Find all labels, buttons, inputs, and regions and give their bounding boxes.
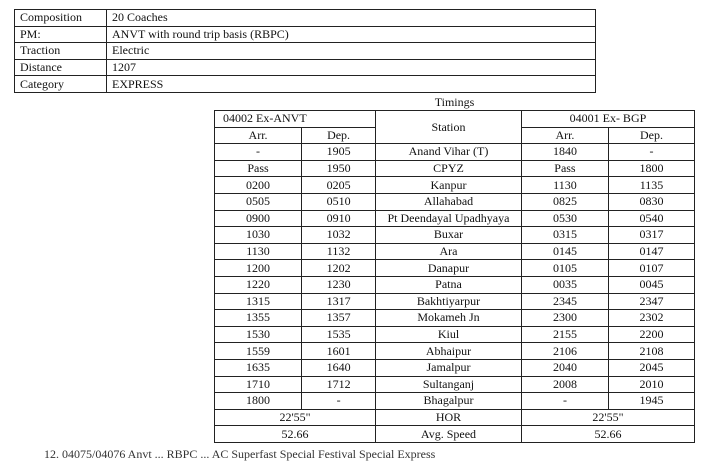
avg-speed-label: Avg. Speed bbox=[376, 426, 522, 443]
timing-row bbox=[215, 343, 695, 360]
info-label: Composition bbox=[15, 10, 107, 27]
station-name: Sultanganj bbox=[376, 376, 522, 393]
timing-row bbox=[215, 227, 695, 244]
right-departure: 2347 bbox=[608, 293, 694, 310]
left-arrival: 0900 bbox=[215, 210, 302, 227]
right-dep-header: Dep. bbox=[608, 127, 694, 144]
left-arrival: 1200 bbox=[215, 260, 302, 277]
left-arrival: 0200 bbox=[215, 177, 302, 194]
timings-summary bbox=[215, 409, 695, 442]
left-departure: 1357 bbox=[302, 310, 376, 327]
station-name: Kanpur bbox=[376, 177, 522, 194]
station-name: Pt Deendayal Upadhyaya bbox=[376, 210, 522, 227]
station-header: Station bbox=[376, 111, 522, 144]
info-value: 1207 bbox=[107, 59, 596, 76]
right-arrival: 0825 bbox=[521, 193, 608, 210]
left-arrival: 1635 bbox=[215, 359, 302, 376]
left-departure: 1905 bbox=[302, 144, 376, 161]
right-departure: 2302 bbox=[608, 310, 694, 327]
left-train-header: 04002 Ex-ANVT bbox=[215, 111, 376, 128]
station-name: Jamalpur bbox=[376, 359, 522, 376]
station-name: Allahabad bbox=[376, 193, 522, 210]
left-arrival: 1315 bbox=[215, 293, 302, 310]
right-arrival: 2155 bbox=[521, 326, 608, 343]
right-arr-header: Arr. bbox=[521, 127, 608, 144]
timing-row bbox=[215, 376, 695, 393]
left-departure: 1950 bbox=[302, 160, 376, 177]
right-arrival: 0105 bbox=[521, 260, 608, 277]
right-arrival: 0035 bbox=[521, 276, 608, 293]
left-departure: 0910 bbox=[302, 210, 376, 227]
next-section-cutoff-text: 12. 04075/04076 Anvt ... RBPC ... AC Superfast Special Festival Special Express bbox=[44, 447, 436, 461]
left-arrival: 1030 bbox=[215, 227, 302, 244]
station-name: Ara bbox=[376, 243, 522, 260]
timing-row bbox=[215, 160, 695, 177]
avg-speed-left: 52.66 bbox=[215, 426, 376, 443]
timing-row bbox=[215, 193, 695, 210]
timing-row bbox=[215, 144, 695, 161]
right-arrival: Pass bbox=[521, 160, 608, 177]
hor-label: HOR bbox=[376, 409, 522, 426]
station-name: Anand Vihar (T) bbox=[376, 144, 522, 161]
hor-right: 22'55" bbox=[521, 409, 694, 426]
left-arrival: 1355 bbox=[215, 310, 302, 327]
left-arrival: - bbox=[215, 144, 302, 161]
avg-speed-row bbox=[215, 426, 695, 443]
left-arrival: 1800 bbox=[215, 393, 302, 410]
right-departure: - bbox=[608, 144, 694, 161]
left-departure: 1132 bbox=[302, 243, 376, 260]
left-departure: 1202 bbox=[302, 260, 376, 277]
timing-row bbox=[215, 359, 695, 376]
right-arrival: 0530 bbox=[521, 210, 608, 227]
info-label: Distance bbox=[15, 59, 107, 76]
station-name: Kiul bbox=[376, 326, 522, 343]
right-arrival: 1130 bbox=[521, 177, 608, 194]
station-name: Danapur bbox=[376, 260, 522, 277]
left-arrival: 1220 bbox=[215, 276, 302, 293]
timings-header bbox=[215, 111, 695, 144]
right-departure: 0540 bbox=[608, 210, 694, 227]
station-name: Abhaipur bbox=[376, 343, 522, 360]
hor-left: 22'55" bbox=[215, 409, 376, 426]
right-departure: 1135 bbox=[608, 177, 694, 194]
info-value: 20 Coaches bbox=[107, 10, 596, 27]
timing-row bbox=[215, 310, 695, 327]
right-arrival: 0315 bbox=[521, 227, 608, 244]
avg-speed-right: 52.66 bbox=[521, 426, 694, 443]
station-name: Buxar bbox=[376, 227, 522, 244]
right-arrival: 2008 bbox=[521, 376, 608, 393]
train-info-body bbox=[15, 10, 596, 93]
info-row bbox=[15, 10, 596, 27]
info-label: Category bbox=[15, 76, 107, 93]
left-arrival: 0505 bbox=[215, 193, 302, 210]
timing-row bbox=[215, 293, 695, 310]
left-arrival: 1710 bbox=[215, 376, 302, 393]
left-arrival: Pass bbox=[215, 160, 302, 177]
station-name: CPYZ bbox=[376, 160, 522, 177]
timing-row bbox=[215, 177, 695, 194]
timing-row bbox=[215, 260, 695, 277]
train-info-table bbox=[14, 9, 596, 93]
left-arrival: 1130 bbox=[215, 243, 302, 260]
right-departure: 2200 bbox=[608, 326, 694, 343]
left-departure: - bbox=[302, 393, 376, 410]
info-row bbox=[15, 59, 596, 76]
right-departure: 0147 bbox=[608, 243, 694, 260]
left-departure: 1535 bbox=[302, 326, 376, 343]
info-row bbox=[15, 26, 596, 43]
left-arrival: 1559 bbox=[215, 343, 302, 360]
info-row bbox=[15, 43, 596, 60]
left-departure: 1712 bbox=[302, 376, 376, 393]
right-departure: 1800 bbox=[608, 160, 694, 177]
right-departure: 2108 bbox=[608, 343, 694, 360]
right-arrival: 2300 bbox=[521, 310, 608, 327]
left-departure: 1032 bbox=[302, 227, 376, 244]
right-departure: 2010 bbox=[608, 376, 694, 393]
info-value: Electric bbox=[107, 43, 596, 60]
right-departure: 0317 bbox=[608, 227, 694, 244]
timings-table bbox=[214, 110, 695, 443]
station-name: Mokameh Jn bbox=[376, 310, 522, 327]
left-arr-header: Arr. bbox=[215, 127, 302, 144]
info-label: PM: bbox=[15, 26, 107, 43]
right-departure: 0830 bbox=[608, 193, 694, 210]
right-departure: 1945 bbox=[608, 393, 694, 410]
right-arrival: - bbox=[521, 393, 608, 410]
station-name: Bhagalpur bbox=[376, 393, 522, 410]
left-departure: 0205 bbox=[302, 177, 376, 194]
timings-header-row-trains bbox=[215, 111, 695, 128]
right-arrival: 0145 bbox=[521, 243, 608, 260]
right-arrival: 2345 bbox=[521, 293, 608, 310]
right-arrival: 2106 bbox=[521, 343, 608, 360]
timings-title: Timings bbox=[434, 95, 475, 109]
left-departure: 1640 bbox=[302, 359, 376, 376]
left-departure: 1230 bbox=[302, 276, 376, 293]
timing-row bbox=[215, 243, 695, 260]
right-departure: 2045 bbox=[608, 359, 694, 376]
left-departure: 1601 bbox=[302, 343, 376, 360]
station-name: Bakhtiyarpur bbox=[376, 293, 522, 310]
info-value: EXPRESS bbox=[107, 76, 596, 93]
timing-row bbox=[215, 276, 695, 293]
hor-row bbox=[215, 409, 695, 426]
timing-row bbox=[215, 393, 695, 410]
right-arrival: 1840 bbox=[521, 144, 608, 161]
right-departure: 0107 bbox=[608, 260, 694, 277]
right-arrival: 2040 bbox=[521, 359, 608, 376]
left-departure: 1317 bbox=[302, 293, 376, 310]
timing-row bbox=[215, 326, 695, 343]
timings-body bbox=[215, 144, 695, 410]
left-dep-header: Dep. bbox=[302, 127, 376, 144]
station-name: Patna bbox=[376, 276, 522, 293]
right-train-header: 04001 Ex- BGP bbox=[521, 111, 694, 128]
info-label: Traction bbox=[15, 43, 107, 60]
timing-row bbox=[215, 210, 695, 227]
info-value: ANVT with round trip basis (RBPC) bbox=[107, 26, 596, 43]
right-departure: 0045 bbox=[608, 276, 694, 293]
left-arrival: 1530 bbox=[215, 326, 302, 343]
left-departure: 0510 bbox=[302, 193, 376, 210]
info-row bbox=[15, 76, 596, 93]
